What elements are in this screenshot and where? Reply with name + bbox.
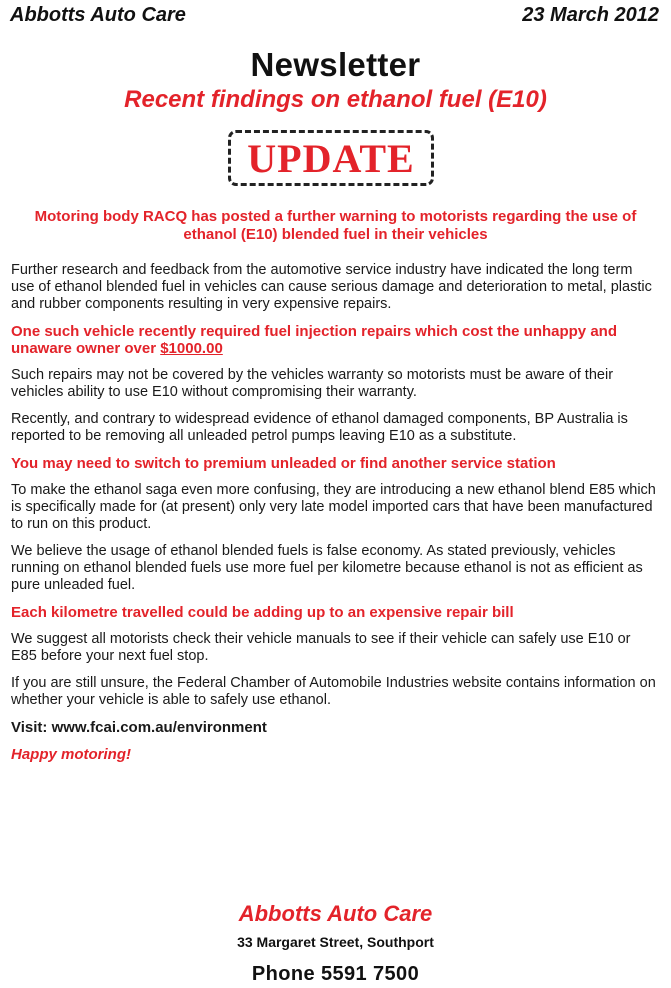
business-name: Abbotts Auto Care <box>10 4 186 26</box>
article-body <box>11 262 657 773</box>
paragraph-e85: To make the ethanol saga even more confusing, they are introducing a new ethanol blend E85 which is specifically made for (at present) only very late model imported cars that have been manufactured to run on this product. <box>11 482 656 532</box>
paragraph-bp-australia: Recently, and contrary to widespread evidence of ethanol damaged components, BP Australia is reported to be removing all unleaded petrol pumps leaving E10 as a substitute. <box>11 411 628 444</box>
footer-business-name: Abbotts Auto Care <box>238 901 433 926</box>
paragraph-repair-cost <box>11 323 657 357</box>
newsletter-date: 23 March 2012 <box>522 4 659 26</box>
page-subtitle: Recent findings on ethanol fuel (E10) <box>124 86 547 113</box>
visit-link[interactable]: Visit: www.fcai.com.au/environment <box>11 719 267 736</box>
footer-phone: Phone 5591 7500 <box>251 963 420 985</box>
footer <box>0 900 671 988</box>
header-row <box>10 4 659 27</box>
paragraph-premium-warning: You may need to switch to premium unleaded or find another service station <box>11 455 556 472</box>
paragraph-false-economy: We believe the usage of ethanol blended fuels is false economy. As stated previously, vehicles running on ethanol blended fuels use more fuel per kilometre because ethanol is not as efficient as pure unleaded fuel. <box>11 543 643 593</box>
footer-address: 33 Margaret Street, Southport <box>237 934 434 950</box>
repair-cost-text: One such vehicle recently required fuel injection repairs which cost the unhappy and unaware owner over <box>11 323 617 357</box>
paragraph-repair-bill-warning: Each kilometre travelled could be adding up to an expensive repair bill <box>11 604 514 621</box>
sign-off: Happy motoring! <box>11 746 131 763</box>
update-stamp <box>228 130 434 186</box>
paragraph-check-manuals: We suggest all motorists check their vehicle manuals to see if their vehicle can safely use E10 or E85 before your next fuel stop. <box>11 631 631 664</box>
paragraph-warranty: Such repairs may not be covered by the vehicles warranty so motorists must be aware of their vehicles ability to use E10 without compromising their warranty. <box>11 367 614 400</box>
paragraph-fcai-info: If you are still unsure, the Federal Chamber of Automobile Industries website contains information on whether your vehicle is able to safely use ethanol. <box>11 675 656 708</box>
page-title: Newsletter <box>250 46 421 83</box>
lead-paragraph: Motoring body RACQ has posted a further warning to motorists regarding the use of ethanol (E10) blended fuel in their vehicles <box>34 208 637 243</box>
repair-cost-amount: $1000.00 <box>160 340 223 357</box>
update-stamp-text: UPDATE <box>247 135 415 181</box>
paragraph-research: Further research and feedback from the automotive service industry have indicated the long term use of ethanol blended fuel in vehicles can cause serious damage and deterioration to metal, plastic and rubber components resulting in very expensive repairs. <box>11 262 652 312</box>
